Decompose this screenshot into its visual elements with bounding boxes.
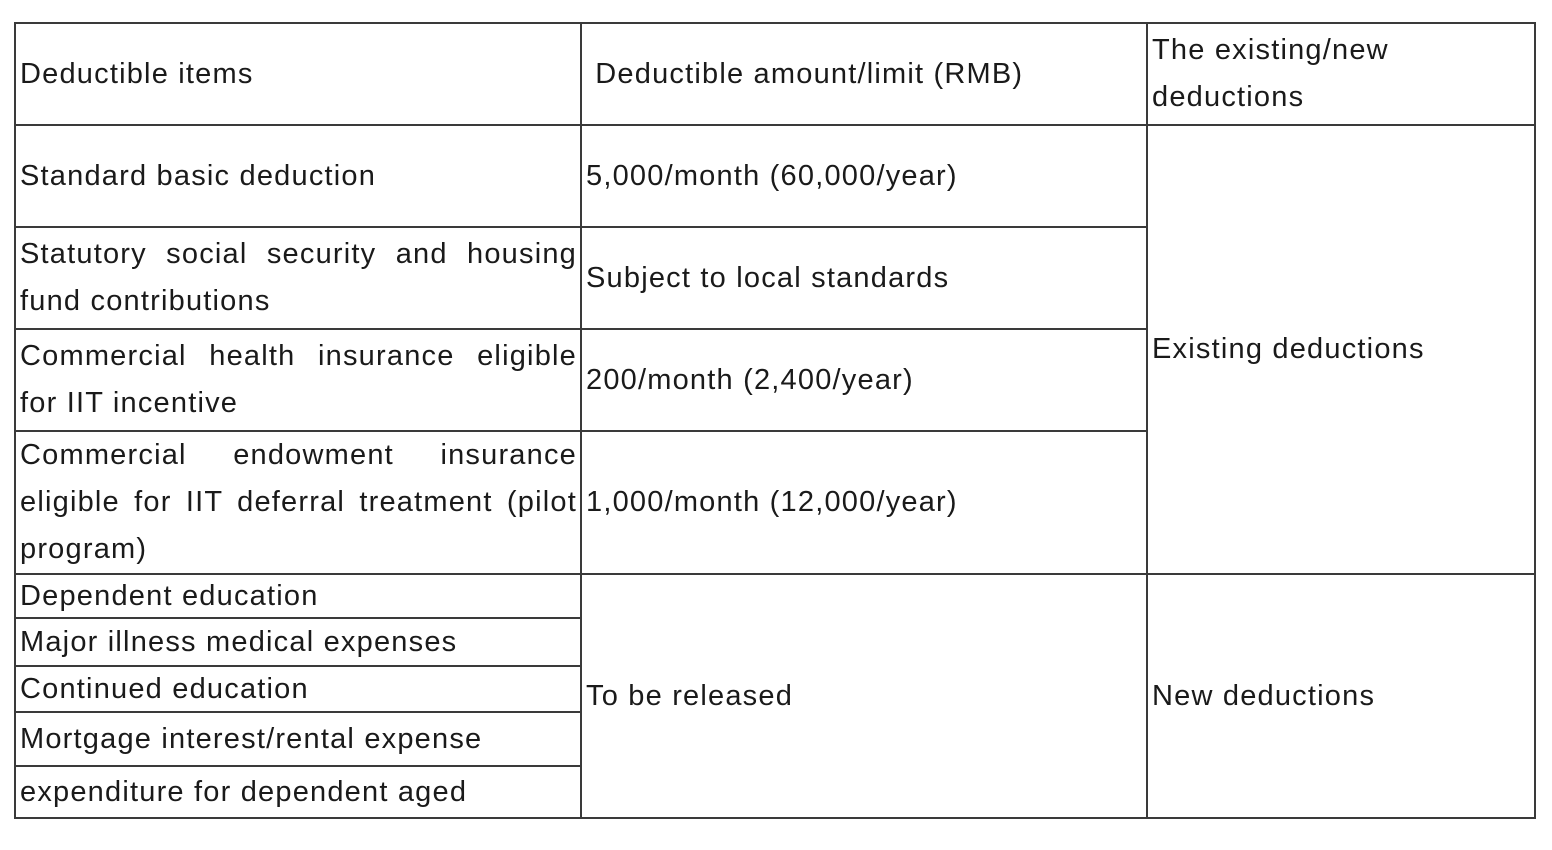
- row-amount: 1,000/month (12,000/year): [581, 431, 1147, 574]
- header-amount: Deductible amount/limit (RMB): [581, 23, 1147, 125]
- row-item: Standard basic deduction: [15, 125, 581, 227]
- row-item: Major illness medical expenses: [15, 618, 581, 666]
- new-deductions-amount: To be released: [581, 574, 1147, 818]
- row-item: Continued education: [15, 666, 581, 712]
- deductions-table: [14, 22, 1536, 819]
- row-item: Statutory social security and housing fund contributions: [15, 227, 581, 329]
- table-row: [15, 125, 1535, 227]
- header-type: The existing/new deductions: [1147, 23, 1535, 125]
- row-amount: Subject to local standards: [581, 227, 1147, 329]
- row-item: Mortgage interest/rental expense: [15, 712, 581, 766]
- row-amount: 5,000/month (60,000/year): [581, 125, 1147, 227]
- existing-deductions-label: Existing deductions: [1147, 125, 1535, 574]
- row-item: Commercial endowment insurance eligible for IIT deferral treatment (pilot program): [15, 431, 581, 574]
- new-deductions-label: New deductions: [1147, 574, 1535, 818]
- header-items: Deductible items: [15, 23, 581, 125]
- table-row: [15, 574, 1535, 618]
- row-item: Commercial health insurance eligible for IIT incentive: [15, 329, 581, 431]
- row-amount: 200/month (2,400/year): [581, 329, 1147, 431]
- row-item: expenditure for dependent aged: [15, 766, 581, 818]
- row-item: Dependent education: [15, 574, 581, 618]
- header-row: [15, 23, 1535, 125]
